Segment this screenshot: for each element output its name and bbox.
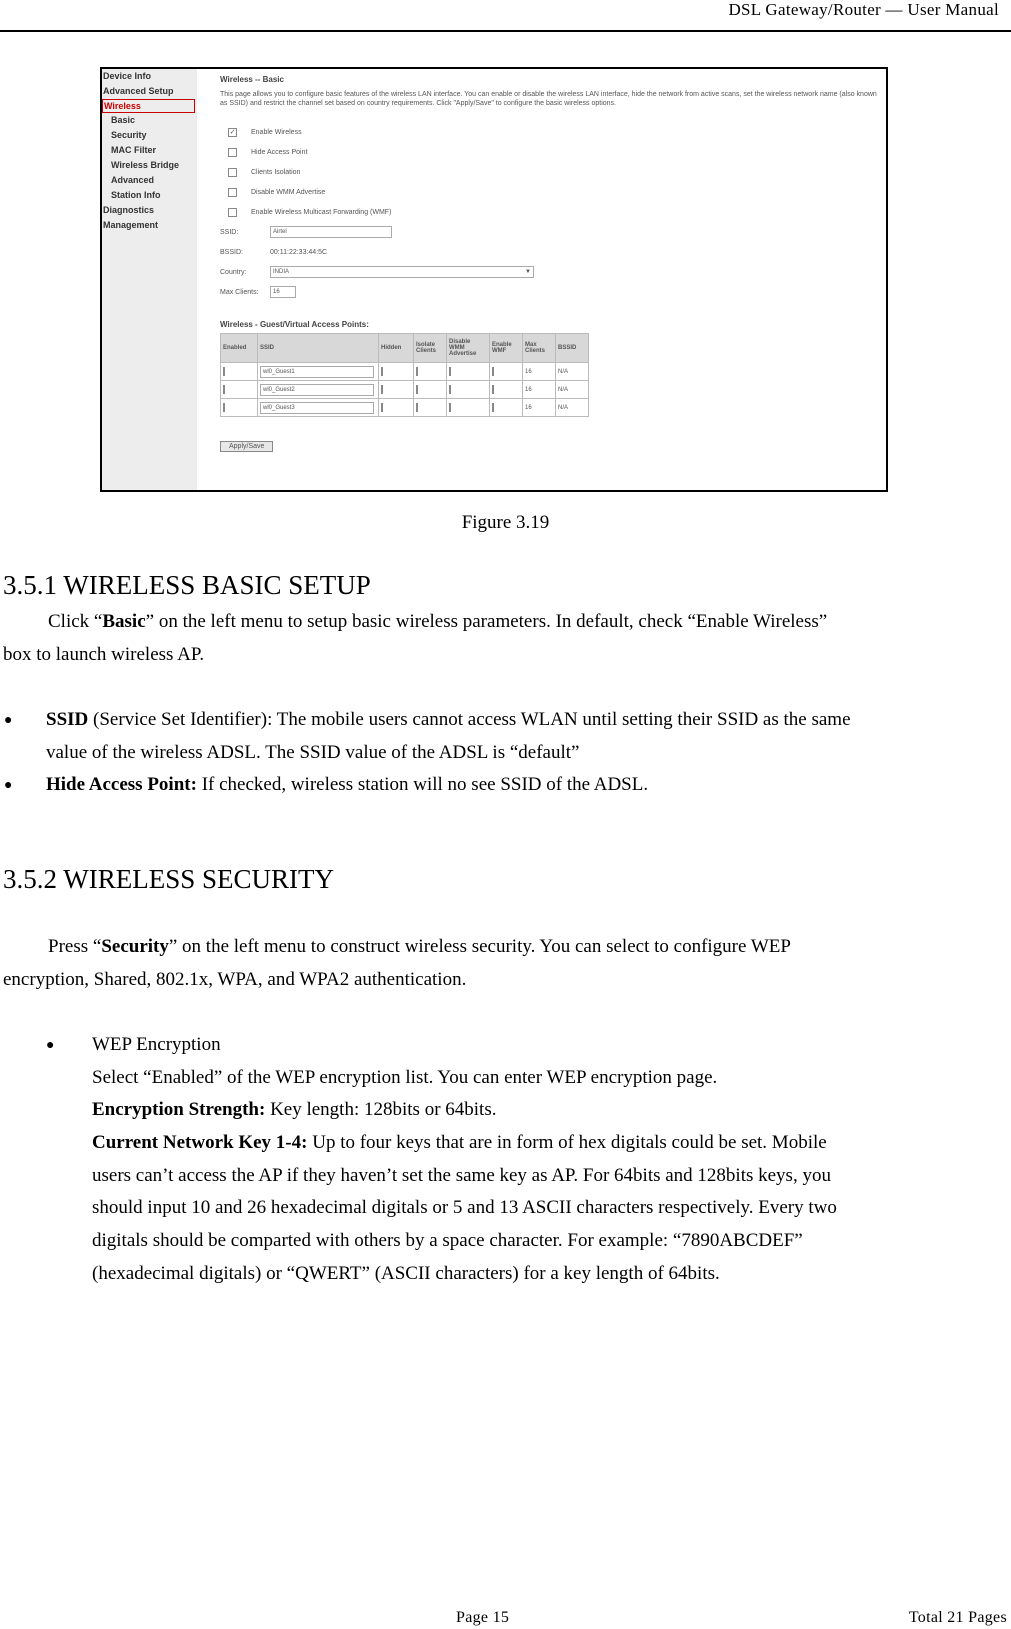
text-run: Press “ [48, 936, 102, 957]
table-cell [447, 363, 490, 381]
guest2-wmf-checkbox[interactable] [492, 385, 494, 394]
paragraph-line: Select “Enabled” of the WEP encryption list. You can enter WEP encryption page. [92, 1067, 718, 1088]
table-cell [221, 399, 258, 417]
country-label: Country: [220, 268, 247, 276]
table-cell [379, 381, 414, 399]
col-ssid: SSID [258, 334, 379, 363]
table-cell [490, 399, 523, 417]
col-bssid: BSSID [556, 334, 589, 363]
checkbox-row-hide-ap [228, 142, 880, 162]
guest-ap-title: Wireless - Guest/Virtual Access Points: [220, 320, 369, 329]
max-clients-row [220, 282, 880, 302]
table-cell: 16 [523, 399, 556, 417]
term-basic: Basic [102, 611, 146, 632]
table-cell [258, 381, 379, 399]
guest1-isolate-checkbox[interactable] [416, 367, 418, 376]
col-enabled: Enabled [221, 334, 258, 363]
guest3-enabled-checkbox[interactable] [223, 403, 225, 412]
sidebar-item-mac-filter[interactable]: MAC Filter [111, 145, 156, 155]
paragraph-line: users can’t access the AP if they haven’t set the same key as AP. For 64bits and 128bits keys, you [92, 1165, 831, 1186]
table-cell [414, 363, 447, 381]
sidebar-item-basic[interactable]: Basic [111, 115, 136, 125]
checkbox-row-wmf [228, 202, 880, 222]
sidebar-item-wireless-bridge[interactable]: Wireless Bridge [111, 160, 179, 170]
col-isolate: Isolate Clients [414, 334, 447, 363]
guest1-hidden-checkbox[interactable] [381, 367, 383, 376]
apply-save-button[interactable]: Apply/Save [220, 441, 273, 452]
guest1-ssid-input[interactable]: wl0_Guest1 [260, 366, 374, 378]
table-cell: N/A [556, 399, 589, 417]
guest2-enabled-checkbox[interactable] [223, 385, 225, 394]
table-cell [258, 363, 379, 381]
table-cell [490, 381, 523, 399]
term-ssid: SSID [46, 709, 89, 730]
checkbox-label: Hide Access Point [251, 148, 308, 156]
col-max-clients: Max Clients [523, 334, 556, 363]
paragraph-line: value of the wireless ADSL. The SSID value of the ADSL is “default” [46, 742, 580, 763]
table-cell [258, 399, 379, 417]
paragraph-line [46, 704, 851, 737]
total-pages: Total 21 Pages [908, 1609, 1007, 1626]
col-disable-wmm: Disable WMM Advertise [447, 334, 490, 363]
table-cell [414, 381, 447, 399]
paragraph-line: WEP Encryption [92, 1034, 221, 1055]
guest1-wmf-checkbox[interactable] [492, 367, 494, 376]
router-page-title: Wireless -- Basic [220, 75, 284, 84]
sidebar-item-wireless[interactable]: Wireless [102, 99, 195, 113]
table-cell [221, 363, 258, 381]
paragraph-line: digitals should be comparted with others by a space character. For example: “7890ABCDEF” [92, 1230, 803, 1251]
term-network-key: Current Network Key 1-4: [92, 1132, 308, 1153]
checkbox-label: Enable Wireless Multicast Forwarding (WMF) [251, 208, 392, 216]
paragraph-line [48, 931, 791, 964]
table-row [221, 381, 589, 399]
country-row [220, 262, 880, 282]
bullet-icon: ● [4, 778, 13, 793]
sidebar-item-management[interactable]: Management [103, 220, 159, 230]
guest3-wmm-checkbox[interactable] [449, 403, 451, 412]
table-cell: 16 [523, 381, 556, 399]
col-hidden: Hidden [379, 334, 414, 363]
sidebar-item-device-info[interactable]: Device Info [103, 71, 152, 81]
table-cell [490, 363, 523, 381]
table-cell [379, 363, 414, 381]
checkbox-label: Enable Wireless [251, 128, 302, 136]
max-clients-input[interactable]: 16 [270, 286, 296, 298]
ssid-label: SSID: [220, 228, 239, 236]
text-run: (Service Set Identifier): The mobile users cannot access WLAN until setting their SSID as the same [88, 709, 851, 730]
guest1-wmm-checkbox[interactable] [449, 367, 451, 376]
guest-ap-table [220, 333, 589, 417]
guest3-hidden-checkbox[interactable] [381, 403, 383, 412]
bssid-value: 00:11:22:33:44:5C [270, 248, 328, 256]
guest3-ssid-input[interactable]: wl0_Guest3 [260, 402, 374, 414]
figure-caption: Figure 3.19 [461, 512, 550, 533]
paragraph-line [92, 1127, 827, 1160]
sidebar-item-advanced-setup[interactable]: Advanced Setup [103, 86, 174, 96]
bullet-icon: ● [46, 1038, 55, 1053]
max-clients-label: Max Clients: [220, 288, 259, 296]
paragraph-line: encryption, Shared, 802.1x, WPA, and WPA2 authentication. [3, 969, 467, 990]
sidebar-item-diagnostics[interactable]: Diagnostics [103, 205, 155, 215]
guest2-isolate-checkbox[interactable] [416, 385, 418, 394]
table-cell [414, 399, 447, 417]
router-screenshot-figure [100, 67, 888, 492]
table-cell [447, 381, 490, 399]
section-heading-security: 3.5.2 WIRELESS SECURITY [3, 864, 335, 894]
text-run: Up to four keys that are in form of hex digitals could be set. Mobile [307, 1132, 827, 1153]
paragraph-line: should input 10 and 26 hexadecimal digitals or 5 and 13 ASCII characters respectively. Every two [92, 1197, 837, 1218]
table-cell: N/A [556, 363, 589, 381]
table-header-row [221, 334, 589, 363]
paragraph-line: (hexadecimal digitals) or “QWERT” (ASCII characters) for a key length of 64bits. [92, 1263, 720, 1284]
text-run: Key length: 128bits or 64bits. [265, 1099, 497, 1120]
checkbox-label: Disable WMM Advertise [251, 188, 326, 196]
section-heading-basic-setup: 3.5.1 WIRELESS BASIC SETUP [3, 570, 371, 600]
enable-wireless-checkbox[interactable]: ✓ [229, 128, 236, 136]
col-enable-wmf: Enable WMF [490, 334, 523, 363]
checkbox-row-disable-wmm [228, 182, 880, 202]
checkbox-label: Clients Isolation [251, 168, 301, 176]
country-value: INDIA [273, 269, 290, 275]
paragraph-line [46, 769, 648, 802]
running-header: DSL Gateway/Router — User Manual [728, 0, 999, 19]
term-hide-ap: Hide Access Point: [46, 774, 197, 795]
text-run: ” on the left menu to construct wireless security. You can select to configure WEP [168, 936, 791, 957]
table-row [221, 399, 589, 417]
checkbox-row-enable-wireless [228, 122, 880, 142]
paragraph-line [48, 606, 827, 639]
text-run: Click “ [48, 611, 103, 632]
table-cell [379, 399, 414, 417]
wmf-checkbox[interactable] [228, 208, 237, 217]
ssid-row [220, 222, 880, 242]
text-run: ” on the left menu to setup basic wireless parameters. In default, check “Enable Wireless” [145, 611, 828, 632]
table-row [221, 363, 589, 381]
country-select[interactable] [270, 266, 534, 278]
router-sidebar [102, 69, 197, 490]
term-encryption-strength: Encryption Strength: [92, 1099, 266, 1120]
term-security: Security [101, 936, 169, 957]
bssid-label: BSSID: [220, 248, 243, 256]
guest2-hidden-checkbox[interactable] [381, 385, 383, 394]
sidebar-item-advanced[interactable]: Advanced [111, 175, 155, 185]
table-cell: 16 [523, 363, 556, 381]
bullet-icon: ● [4, 713, 13, 728]
router-main-panel [220, 75, 880, 452]
paragraph-line [92, 1094, 496, 1127]
table-cell [447, 399, 490, 417]
guest3-isolate-checkbox[interactable] [416, 403, 418, 412]
guest2-ssid-input[interactable]: wl0_Guest2 [260, 384, 374, 396]
sidebar-item-security[interactable]: Security [111, 130, 147, 140]
table-cell [221, 381, 258, 399]
clients-isolation-checkbox[interactable] [228, 168, 237, 177]
checkbox-row-clients-isolation [228, 162, 880, 182]
bssid-row [220, 242, 880, 262]
guest3-wmf-checkbox[interactable] [492, 403, 494, 412]
text-run: If checked, wireless station will no see SSID of the ADSL. [196, 774, 649, 795]
hide-access-point-checkbox[interactable] [228, 148, 237, 157]
guest2-wmm-checkbox[interactable] [449, 385, 451, 394]
table-cell: N/A [556, 381, 589, 399]
disable-wmm-checkbox[interactable] [228, 188, 237, 197]
dropdown-arrow-icon: ▼ [525, 269, 531, 275]
guest1-enabled-checkbox[interactable] [223, 367, 225, 376]
ssid-input[interactable]: Airtel [270, 226, 392, 238]
page-number: Page 15 [456, 1609, 510, 1626]
sidebar-item-station-info[interactable]: Station Info [111, 190, 161, 200]
router-page-description: This page allows you to configure basic features of the wireless LAN interface. You can enable or disable the wireless LAN interface, hide the network from active scans, set the wireless network name (also known as SSID) and restrict the channel set based on country requirements. Click "Apply/Save" to configure the basic wireless options. [220, 91, 877, 107]
header-rule [0, 30, 1011, 32]
paragraph-line: box to launch wireless AP. [3, 644, 205, 665]
